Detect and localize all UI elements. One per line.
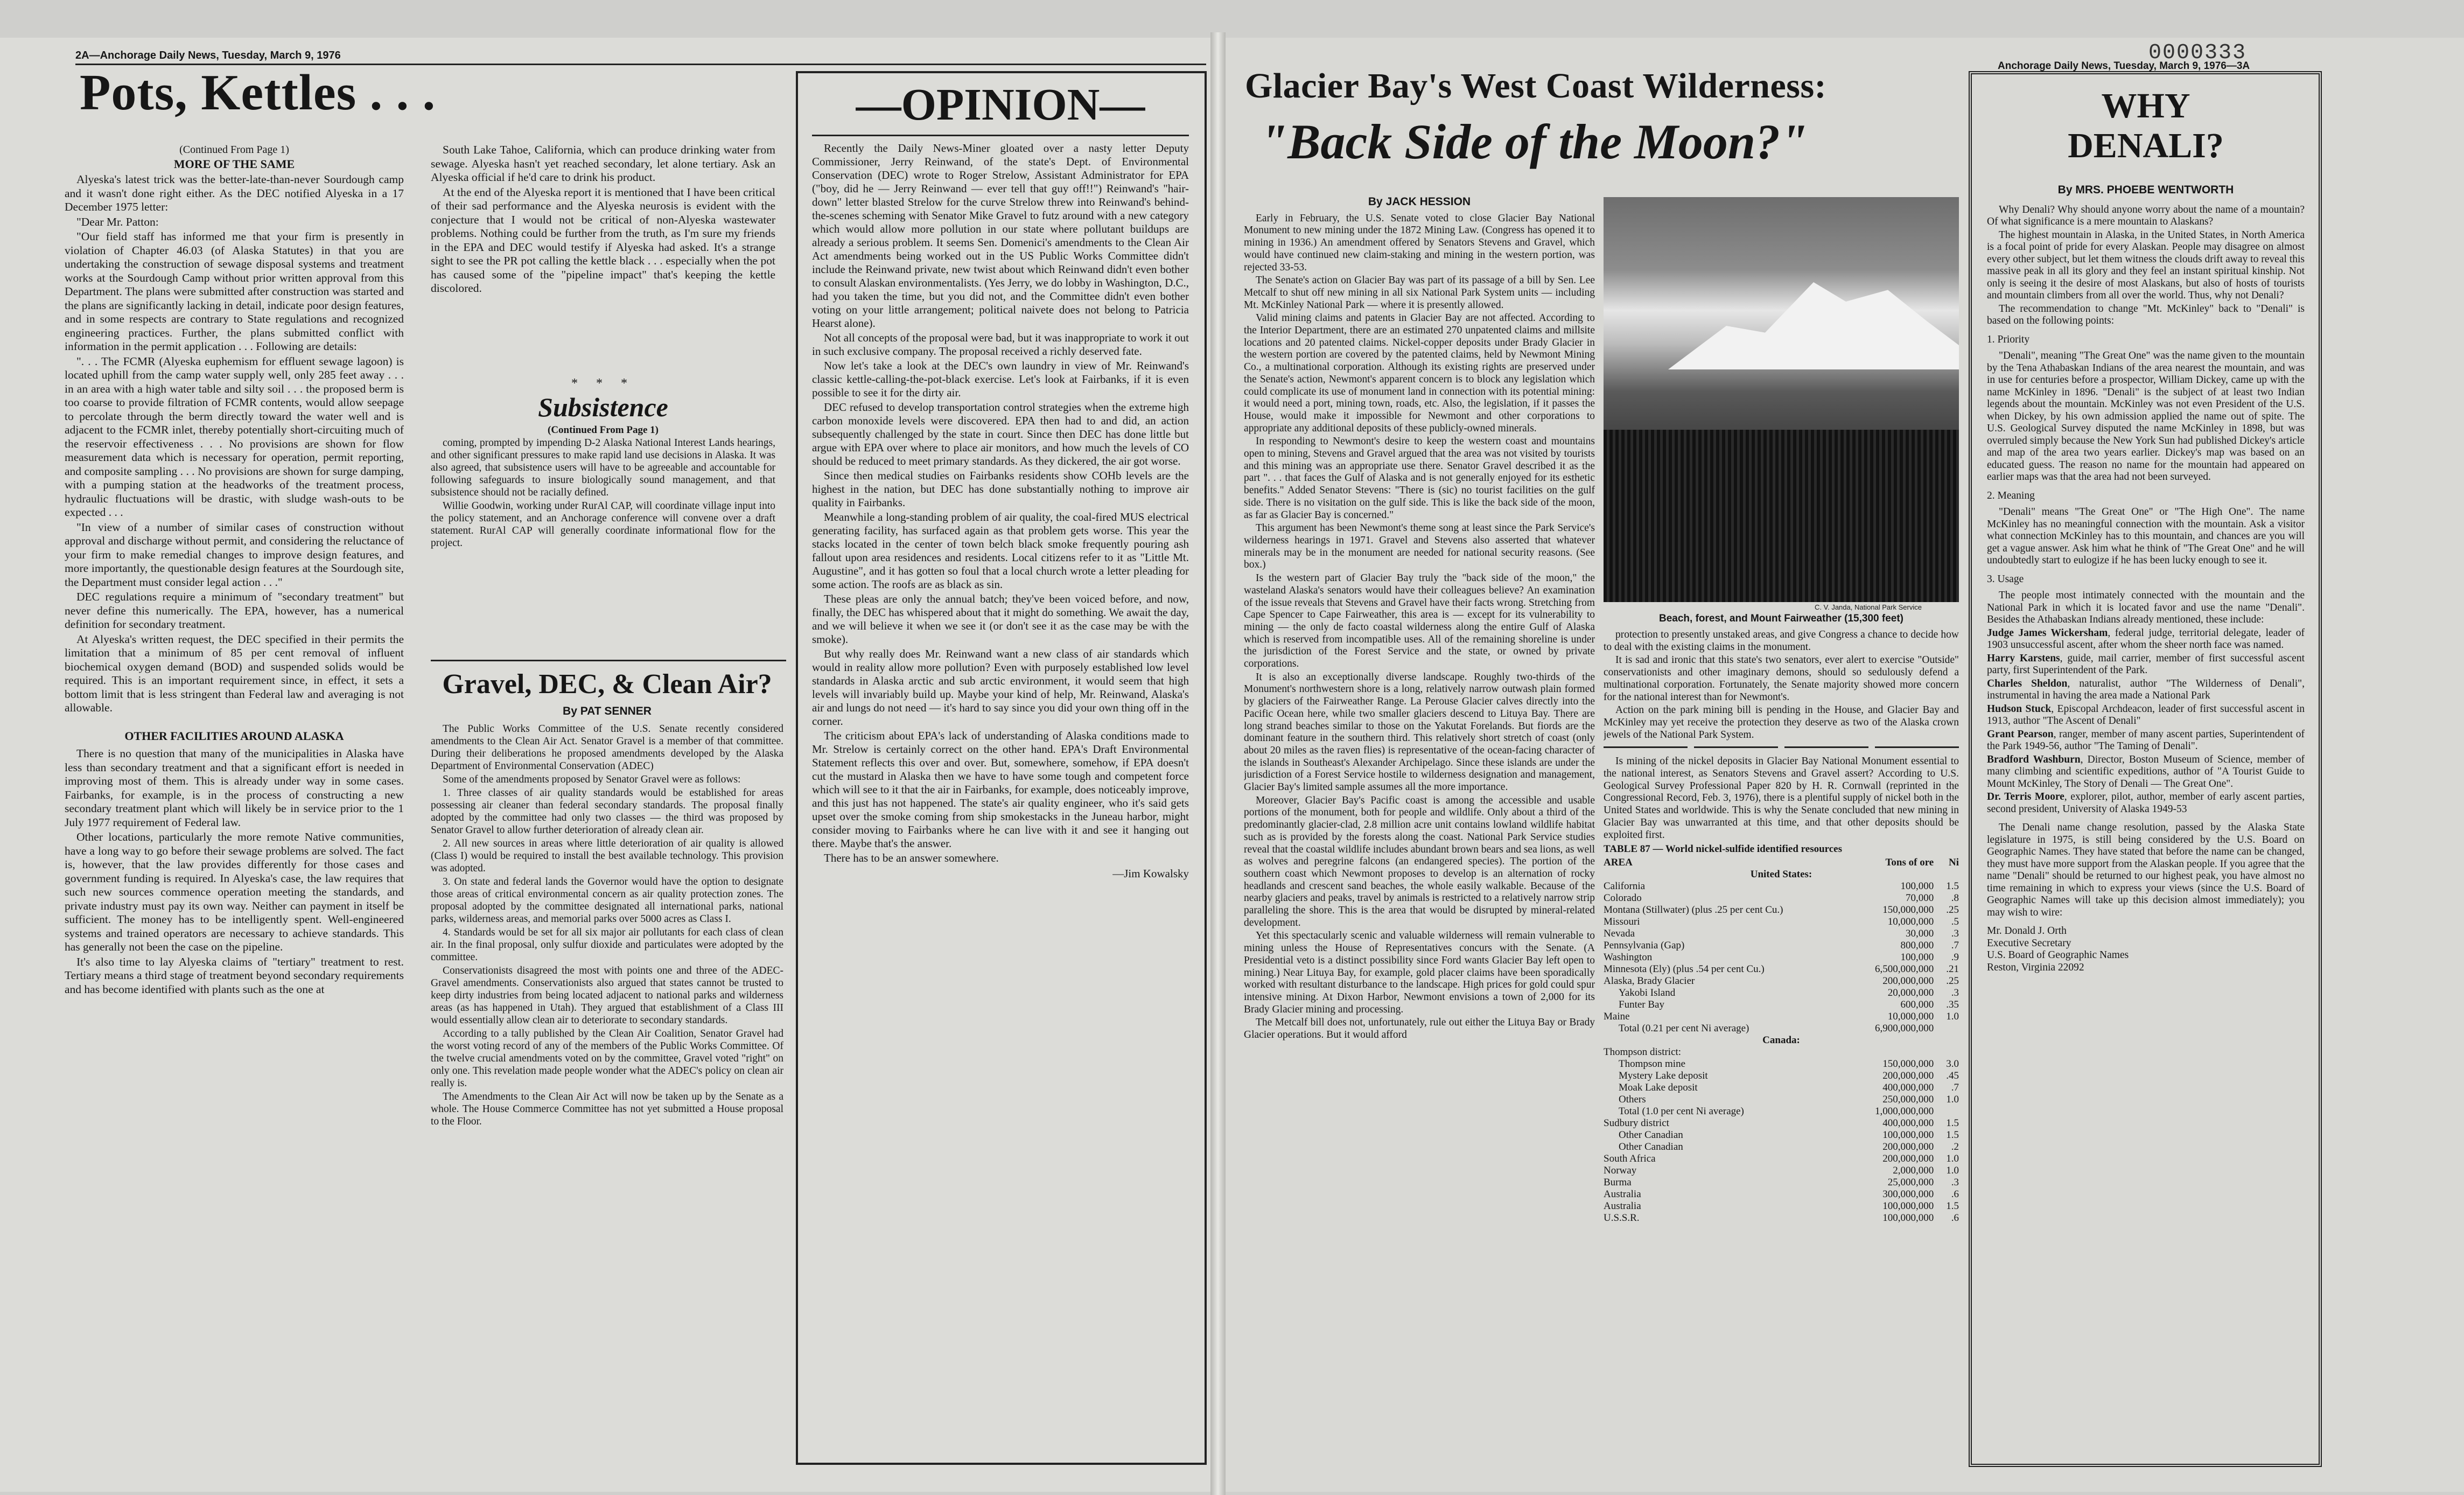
gravel-paragraph: The Amendments to the Clean Air Act will now be taken up by the Senate as a whole. The House Commerce Committee has not yet submitted a House proposal to the Floor. <box>431 1091 783 1127</box>
opinion-paragraph: But why really does Mr. Reinwand want a new class of air standards which would in reality allow more pollution? Even with purposely established low level standards in Alaska arctic and sub arctic environment, it would seem that high levels will invariably build up. Maybe your kind of help, Mr. Reinwand, Alaska's air and lungs do not need — it's hard to say since you did your own thing off in the corner. <box>812 647 1189 728</box>
glacier-paragraph: Moreover, Glacier Bay's Pacific coast is among the accessible and usable portions of the monument, both for people and wildlife. Only about a third of the predominantly glacier-clad, 2.8 million acre unit contains lowland wildlife habitat such as is provided by the forests along the coast. National Park Service studies reveal that the coastal wildlife includes abundant brown bears and sea lions, as well as wolves and peregrine falcons (an endangered species). The portion of the southern coast which Newmont proposes to develop is an alternation of rocky headlands and crescent sand beaches, the whole easily walkable. Because of the nearby glaciers and peaks, travel by animals is restricted to a relatively narrow strip paralleling the shore. This is the area that would be disrupted by mineral-related development. <box>1244 794 1595 928</box>
table-cell-area: Norway <box>1604 1164 1637 1176</box>
table-cell-ni: 3.0 <box>1946 1058 1959 1070</box>
table-row <box>1604 999 1959 1011</box>
person-name: Hudson Stuck <box>1987 703 2052 715</box>
section-priority: 1. Priority <box>1987 333 2030 345</box>
table-row <box>1604 1129 1959 1141</box>
pots-paragraph: South Lake Tahoe, California, which can produce drinking water from sewage. Alyeska hasn't yet reached secondary, let alone tertiary. Ask an Alyeska official if he'd care to drink his product. <box>431 143 775 184</box>
table-cell-ni: .3 <box>1951 987 1959 998</box>
subsistence-paragraph: Willie Goodwin, working under RurAl CAP, will coordinate village input into the policy statement, and an Anchorage conference will convene over a draft statement. RurAl CAP will generally coordinate informational flow for the project. <box>431 500 775 549</box>
table-cell-area: Total (1.0 per cent Ni average) <box>1619 1105 1744 1117</box>
address-line: Executive Secretary <box>1987 937 2071 949</box>
opinion-paragraph: Not all concepts of the proposal were bad, but it was inappropriate to work it out in such exclusive company. The proposal received a richly deserved fate. <box>812 331 1189 358</box>
table-cell-tons: 10,000,000 <box>1887 916 1934 927</box>
table-cell-ni: .8 <box>1951 892 1959 904</box>
gravel-byline: By PAT SENNER <box>563 705 652 717</box>
table-row <box>1604 1153 1959 1165</box>
table-cell-tons: 100,000 <box>1900 951 1934 963</box>
table-cell-ni: .2 <box>1951 1141 1959 1152</box>
table-cell-ni: .25 <box>1946 975 1959 987</box>
glacier-column-2 <box>1604 629 1959 1469</box>
opinion-signature: —Jim Kowalsky <box>1112 867 1189 880</box>
table-header-ni: Ni <box>1949 856 1959 868</box>
address-line: U.S. Board of Geographic Names <box>1987 949 2129 961</box>
pots-continued: (Continued From Page 1) <box>179 144 289 156</box>
glacier-paragraph: Valid mining claims and patents in Glacier Bay are not affected. According to the Interior Department, there are an estimated 270 unpatented claims and millsite locations and 20 patented claims. Nickel-copper deposits under Brady Glacier in the western portion are covered by the patented claims, held by Newmont Mining Co., a multinational corporation. Although its existing rights are preserved under the Senate's action, Newmont's apparent concern is to block any legislation which could complicate its use of monument land in connection with its potential mining: it would need a port, mining town, roads, etc. Also, the legislation, if it passes the House, would make it impossible for Newmont and other corporations to appropriate any additional deposits of these publicly-owned minerals. <box>1244 312 1595 434</box>
table-row <box>1604 1046 1959 1058</box>
table-cell-area: Colorado <box>1604 892 1642 904</box>
denali-paragraph: Why Denali? Why should anyone worry about the name of a mountain? Of what significance is a mere mountain to Alaskans? <box>1987 204 2305 227</box>
table-row <box>1604 928 1959 940</box>
pots-paragraph: Other locations, particularly the more remote Native communities, have a long way to go before their sewage problems are solved. The fact is, however, that the law provides differently for those cases and government funding is required. In Alyeska's case, the law requires that such new sources commence operation meeting the standards, and private industry must pay its own way. Neither can payment in itself be sufficient. The money has to be intelligently spent. Well-engineered systems and trained operators are necessary to achieve standards. This has generally not been the case on the pipeline. <box>65 830 404 953</box>
table-cell-area: Mystery Lake deposit <box>1619 1070 1708 1081</box>
table-cell-tons: 25,000,000 <box>1887 1176 1934 1188</box>
subsistence-title: Subsistence <box>538 392 668 422</box>
table-cell-tons: 600,000 <box>1900 998 1934 1010</box>
table-cell-tons: 100,000,000 <box>1882 1129 1934 1141</box>
table-cell-area: United States: <box>1750 868 1812 880</box>
address-block <box>1987 925 2305 974</box>
table-row <box>1604 940 1959 952</box>
photo-mountain-shape <box>1668 273 1959 369</box>
table-cell-tons: 10,000,000 <box>1887 1010 1934 1022</box>
address-line: Mr. Donald J. Orth <box>1987 925 2067 937</box>
pots-paragraph: At Alyeska's written request, the DEC specified in their permits the limitation that a minimum of 85 per cent removal of influent biochemical oxygen demand (BOD) and suspended solids would be required. This is an important requirement since, in effect, it sets a bottom limit that is less stringent than Federal law and averaging is not allowable. <box>65 632 404 714</box>
gravel-paragraph: The Public Works Committee of the U.S. Senate recently considered amendments to the Clean Air Act. Senator Gravel is a member of that committee. During their deliberations he proposed amendments developed by the Alaska Department of Environmental Conservation (ADEC) <box>431 723 783 772</box>
table-row <box>1604 1035 1959 1046</box>
table-row <box>1604 881 1959 892</box>
gravel-body <box>431 723 783 1128</box>
table-cell-ni: 1.5 <box>1946 1200 1959 1212</box>
table-row <box>1604 1165 1959 1177</box>
table-cell-ni: 1.0 <box>1946 1152 1959 1164</box>
table-cell-tons: 150,000,000 <box>1882 904 1934 916</box>
table-cell-ni: .6 <box>1951 1212 1959 1224</box>
table-cell-tons: 200,000,000 <box>1882 1141 1934 1152</box>
table-cell-area: Montana (Stillwater) (plus .25 per cent Cu.) <box>1604 904 1783 916</box>
table-cell-tons: 100,000,000 <box>1882 1200 1934 1212</box>
glacier-paragraph: It is sad and ironic that this state's two senators, ever alert to exercise "Outside" conservationists and other imaginary demons, should so sedulously defend a multinational corporation. Fortunately, the Senate majority showed more concern for the national interest than for Newmont's. <box>1604 654 1959 703</box>
denali-paragraph: The recommendation to change "Mt. McKinley" back to "Denali" is based on the following points: <box>1987 303 2305 326</box>
denali-paragraph: The highest mountain in Alaska, in the United States, in North America is a focal point of pride for every Alaskan. People may disagree on almost every other subject, but let them witness the clouds drift away to reveal this massive peak in all its glory and they feel an instant spiritual kinship. Not only is seeing it the desire of most Alaskans, but also of hosts of tourists and mountain climbers from all over the world. Thus, why not Denali? <box>1987 229 2305 301</box>
gravel-paragraph: Some of the amendments proposed by Senator Gravel were as follows: <box>443 773 741 785</box>
table-row <box>1604 1189 1959 1200</box>
gravel-paragraph: 2. All new sources in areas where little deterioration of air quality is allowed (Class I) would be required to install the best available technology. This provision was adopted. <box>431 837 783 874</box>
table-cell-ni: .45 <box>1946 1070 1959 1081</box>
table-cell-tons: 800,000 <box>1900 939 1934 951</box>
table-row <box>1604 916 1959 928</box>
table-cell-ni: .9 <box>1951 951 1959 963</box>
table-title: TABLE 87 — World nickel-sulfide identified resources <box>1604 843 1843 855</box>
table-cell-area: Funter Bay <box>1619 998 1664 1010</box>
table-cell-tons <box>1852 1046 1934 1058</box>
glacier-paragraph: This argument has been Newmont's theme song at least since the Park Service's wilderness hearings in 1971. Gravel and Stevens also asserted that whatever minerals may be in the monument are needed for national security reasons. (See box.) <box>1244 522 1595 571</box>
table-cell-area: Alaska, Brady Glacier <box>1604 975 1695 987</box>
glacier-paragraph: Action on the park mining bill is pending in the House, and Glacier Bay and McKinley may yet receive the protection they deserve as two of the Alaska crown jewels of the National Park System. <box>1604 704 1959 740</box>
usage-person: Hudson Stuck, Episcopal Archdeacon, leader of first successful ascent in 1913, author "The Ascent of Denali" <box>1987 703 2305 726</box>
opinion-paragraph: Since then medical studies on Fairbanks residents show COHb levels are the highest in the nation, but DEC has done substantially nothing to improve air quality in Fairbanks. <box>812 469 1189 509</box>
opinion-paragraph: There has to be an answer somewhere. <box>824 851 999 864</box>
table-header-tons: Tons of ore <box>1885 856 1934 868</box>
denali-title: WHY DENALI? <box>2068 86 2224 165</box>
nickel-table <box>1604 857 1959 1224</box>
table-cell-area: Washington <box>1604 951 1653 963</box>
table-cell-tons: 400,000,000 <box>1882 1117 1934 1129</box>
table-cell-tons: 20,000,000 <box>1887 987 1934 998</box>
person-name: Bradford Washburn <box>1987 753 2081 765</box>
table-row <box>1604 952 1959 963</box>
usage-person: Bradford Washburn, Director, Boston Museum of Science, member of many climbing and scientific expeditions, author of "A Tourist Guide to Mount McKinley, The Story of Denali — The Great One". <box>1987 753 2305 790</box>
priority-body: "Denali", meaning "The Great One" was the name given to the mountain by the Tena Athabaskan Indians of the area nearest the mountain, and was in use for centuries before a prospector, William Dickey, came up with the name McKinley in 1896. "Denali" is the subject of at least two Indian legends about the mountain. McKinley was not even President of the U.S. when Dickey, by his own admission applied the name out of spite. The U.S. Geological Survey disputed the name McKinley in 1898, but was overruled simply because the New York Sun had published Dickey's article and map of the area two years earlier. Dickey's map was based on an educated guess. The reason no name for the mountain had appeared on earlier maps was that the area had not been surveyed. <box>1987 350 2305 483</box>
glacier-paragraph: The Senate's action on Glacier Bay was part of its passage of a bill by Sen. Lee Metcalf to shut off new mining in all six National Park System units — including Mt. McKinley National Park — where it is presently allowed. <box>1244 275 1595 311</box>
table-cell-area: Sudbury district <box>1604 1117 1669 1129</box>
person-name: Grant Pearson <box>1987 728 2054 740</box>
table-row <box>1604 1212 1959 1224</box>
photo-forest-shape <box>1604 430 1959 602</box>
denali-people-list <box>1987 627 2305 816</box>
table-cell-area: Australia <box>1604 1200 1641 1212</box>
table-cell-tons: 400,000,000 <box>1882 1081 1934 1093</box>
box-divider <box>1604 746 1959 748</box>
gravel-title: Gravel, DEC, & Clean Air? <box>442 669 772 700</box>
usage-person: Judge James Wickersham, federal judge, territorial delegate, leader of 1903 unsuccessful ascent, after whom the sheer north face was named. <box>1987 627 2305 651</box>
glacier-title: "Back Side of the Moon?" <box>1260 114 1808 169</box>
pots-paragraph: "Our field staff has informed me that your firm is presently in violation of Chapter 46.03 (of Alaska Statutes) in that you are undertaking the construction of sewage disposal systems and treatment works at the Sourdough Camp without prior written approval from this Department. The plans were submitted after construction was started and the plans are significantly lacking in detail, indicate poor design features, and in some respects are contrary to State regulations and recognized engineering practices. Further, the plans submitted conflict with information in the permit application . . . Following are details: <box>65 230 404 353</box>
table-cell-area: Missouri <box>1604 916 1640 927</box>
usage-person: Harry Karstens, guide, mail carrier, member of first successful ascent party, first Superintendent of the Park. <box>1987 652 2305 676</box>
meaning-body: "Denali" means "The Great One" or "The High One". The name McKinley has no meaningful connection with the mountain. Ask a visitor what connection McKinley has to this mountain, and chances are you will get a vague answer. Ask him what he think of "The Great One" and he will undoubtedly start to eulogize if he has been lucky enough to see it. <box>1987 506 2305 566</box>
denali-intro <box>1987 204 2305 327</box>
table-cell-ni: .35 <box>1946 998 1959 1010</box>
pots-col1b-body <box>65 747 404 996</box>
pots-paragraph: "Dear Mr. Patton: <box>76 215 159 228</box>
pots-paragraph: There is no question that many of the municipalities in Alaska have less than secondary treatment and that a significant effort is needed in improving most of them. This is already under way in some cases. Fairbanks, for example, is in the process of constructing a new secondary treatment plant which will likely be in service prior to the 1 July 1977 requirement of Federal law. <box>65 747 404 829</box>
person-name: Dr. Terris Moore <box>1987 791 2064 802</box>
table-cell-area: Yakobi Island <box>1619 987 1676 998</box>
pots-paragraph: Alyeska's latest trick was the better-late-than-never Sourdough camp and it wasn't done right either. As the DEC notified Alyeska in a 17 December 1975 letter: <box>65 173 404 213</box>
table-row <box>1604 1094 1959 1106</box>
subsistence-body <box>431 437 775 549</box>
subsistence-paragraph: coming, prompted by impending D-2 Alaska National Interest Lands hearings, and other significant pressures to make rapid land use decisions in Alaska. It was also agreed, that subsistence users will have to be agreeable and accountable for following safeguards to insure biologically sound management, and that subsistence should not be racially defined. <box>431 437 775 498</box>
address-line: Reston, Virginia 22092 <box>1987 961 2084 973</box>
table-cell-ni: 1.5 <box>1946 1117 1959 1129</box>
gravel-paragraph: According to a tally published by the Clean Air Coalition, Senator Gravel had the worst voting record of any of the members of the Public Works Committee. Of the twelve crucial amendments voted on by the committee, Gravel voted "right" on only one. This revelation made people wonder what the ADEC's policy on clean air really is. <box>431 1028 783 1089</box>
person-name: Harry Karstens <box>1987 652 2060 664</box>
glacier-col1-body <box>1244 213 1595 1042</box>
table-cell-area: Other Canadian <box>1619 1141 1683 1152</box>
pots-col1-body <box>65 173 404 715</box>
pots-subhead-2: OTHER FACILITIES AROUND ALASKA <box>124 729 344 743</box>
gravel-paragraph: 3. On state and federal lands the Governor would have the option to designate those areas of critical environmental concern as air quality protection zones. The proposal adopted by the committee designated all international parks, national parks, wilderness areas, and memorial parks over 5000 acres as Class I. <box>431 876 783 925</box>
table-cell-tons: 6,900,000,000 <box>1874 1022 1934 1034</box>
table-row <box>1604 963 1959 975</box>
table-cell-tons: 150,000,000 <box>1882 1058 1934 1070</box>
table-row <box>1604 1058 1959 1070</box>
table-cell-ni: .25 <box>1946 904 1959 916</box>
table-cell-tons: 250,000,000 <box>1882 1093 1934 1105</box>
table-cell-ni <box>1934 1106 1959 1117</box>
table-row <box>1604 1177 1959 1189</box>
table-cell-area: Minnesota (Ely) (plus .54 per cent Cu.) <box>1604 963 1765 975</box>
glacier-col2-body <box>1604 629 1959 741</box>
table-row <box>1604 869 1959 881</box>
glacier-column-1 <box>1244 194 1595 1470</box>
table-cell-tons: 30,000 <box>1905 927 1934 939</box>
pots-subhead: MORE OF THE SAME <box>173 157 295 171</box>
table-cell-ni: 1.0 <box>1946 1010 1959 1022</box>
opinion-paragraph: Meanwhile a long-standing problem of air quality, the coal-fired MUS electrical generating facility, has surfaced again as that problem gets worse. This year the stacks located in the center of town belch black smoke frequently pouring ash fallout upon area residences and residents. Local citizens refer to it as "Little Mt. Augustine", and it has gotten so foul that a local church wrote a letter pleading for some action. The roofs are as black as sin. <box>812 511 1189 591</box>
section-meaning: 2. Meaning <box>1987 490 2035 501</box>
table-row <box>1604 1106 1959 1117</box>
box-intro: Is mining of the nickel deposits in Glacier Bay National Monument essential to the national interest, as Senators Stevens and Gravel assert? According to U.S. Geological Survey Professional Paper 820 by H. R. Cornwall (reprinted in the Congressional Record, Feb. 3, 1976), there is a plentiful supply of nickel both in the United States and worldwide. This is why the Senate concluded that new mining in Glacier Bay was unwarranted at this time, and that other deposits should be exploited first. <box>1604 756 1959 841</box>
table-row <box>1604 904 1959 916</box>
table-row <box>1604 1117 1959 1129</box>
pots-paragraph: ". . . The FCMR (Alyeska euphemism for effluent sewage lagoon) is located uphill from the camp water supply well, only 285 feet away . . . in an area with a high water table and silty soil . . . the proposed berm is too coarse to provide filtration of FCMR contents, would allow seepage to percolate through the berm directly toward the water well and is adjacent to the FCMR inlet, thereby potentially short-circuiting much of the reservoir effectiveness . . . No provisions are shown for flow measurement data which is necessary for operation, permit reporting, and composite sampling . . . No provisions are shown for surge damping, with a pumping station at the headworks of the treatment process, hydraulic fluctuations will be drastic, with sludge wash-outs to be expected . . . <box>65 354 404 519</box>
table-cell-area: Others <box>1619 1093 1646 1105</box>
table-cell-tons: 300,000,000 <box>1882 1188 1934 1200</box>
table-cell-ni: .3 <box>1951 1176 1959 1188</box>
page-gutter <box>1210 32 1226 1495</box>
table-cell-tons: 1,000,000,000 <box>1874 1105 1934 1117</box>
person-name: Charles Sheldon <box>1987 677 2068 689</box>
table-row <box>1604 1011 1959 1023</box>
glacier-kicker: Glacier Bay's West Coast Wilderness: <box>1245 66 1827 106</box>
glacier-paragraph: It is also an exceptionally diverse landscape. Roughly two-thirds of the Monument's northwestern shore is a long, relatively narrow outwash plain formed by glaciers of the Fairweather Range. La Perouse Glacier calves directly into the Pacific Ocean here, while two smaller glaciers descend to Lituya Bay. There are long strand beaches similar to those on the Yakutat Forelands. But fiords are the dominant feature in the southern third. This relatively short stretch of coast (only about 20 miles as the raven flies) is representative of the ocean-facing character of the islands in Southeast's Alexander Archipelago. Since these islands are under the jurisdiction of a Forest Service hostile to wilderness designation and management, Glacier Bay's limited sample assumes all the more importance. <box>1244 671 1595 793</box>
table-row <box>1604 1200 1959 1212</box>
table-row <box>1604 987 1959 999</box>
pots-paragraph: At the end of the Alyeska report it is mentioned that I have been critical of their sad performance and the Alyeska neurosis is evident with the conjecture that I would not be critical of non-Alyeska wastewater problems. Nothing could be further from the truth, as I'm sure my friends in the EPA and DEC would testify if Alyeska had asked. It's a strange sight to see the PR pot calling the kettle black . . . especially when the pot has caused some of the "pipeline impact" that's keeping the kettle discolored. <box>431 185 775 295</box>
gravel-paragraph: 4. Standards would be set for all six major air pollutants for each class of clean air. In the final proposal, only sulfur dioxide and particulates were adopted by the committee. <box>431 926 783 963</box>
pots-title: Pots, Kettles . . . <box>80 65 436 121</box>
usage-body: The people most intimately connected with the mountain and the National Park in which it is located favor and use the name "Denali". Besides the Athabaskan Indians already mentioned, these include: <box>1987 590 2305 625</box>
gravel-paragraph: Conservationists disagreed the most with points one and three of the ADEC-Gravel amendments. Conservationists also argued that states cannot be trusted to keep dirty industries from being located adjacent to national parks and wilderness areas (as has happened in Utah). They argued that establishment of a Class III would essentially allow clean air to deteriorate to secondary standards. <box>431 965 783 1026</box>
glacier-paragraph: The Metcalf bill does not, unfortunately, rule out either the Lituya Bay or Brady Glacier operations. But it would afford <box>1244 1017 1595 1041</box>
table-cell-area: Moak Lake deposit <box>1619 1081 1698 1093</box>
table-cell-area: U.S.S.R. <box>1604 1212 1640 1224</box>
opinion-title: —OPINION— <box>856 80 1145 130</box>
subsistence-article <box>431 377 775 657</box>
table-cell-ni: .7 <box>1951 939 1959 951</box>
opinion-body <box>812 142 1189 865</box>
table-header-area: AREA <box>1604 856 1633 868</box>
table-cell-ni <box>1934 1023 1959 1035</box>
usage-person: Charles Sheldon, naturalist, author "The Wilderness of Denali", instrumental in having the area made a National Park <box>1987 677 2305 701</box>
table-row <box>1604 1082 1959 1094</box>
table-cell-tons: 200,000,000 <box>1882 1070 1934 1081</box>
table-cell-area: Thompson district: <box>1604 1046 1682 1058</box>
gravel-article <box>431 667 783 1469</box>
table-cell-area: Australia <box>1604 1188 1641 1200</box>
subsistence-continued: (Continued From Page 1) <box>548 424 659 436</box>
table-cell-ni: .5 <box>1951 916 1959 927</box>
mount-fairweather-photo <box>1604 197 1959 602</box>
opinion-title-rule <box>812 135 1189 136</box>
table-cell-ni: 1.0 <box>1946 1164 1959 1176</box>
gravel-paragraph: 1. Three classes of air quality standards would be established for areas possessing air cleaner than federal secondary standards. The proposal finally adopted by the committee had only two classes — the third was proposed by Senator Gravel to allow further deterioration of already clean air. <box>431 787 783 836</box>
opinion-article <box>812 75 1189 1454</box>
table-cell-ni: 1.5 <box>1946 1129 1959 1141</box>
denali-article <box>1987 86 2305 1449</box>
pots-col2-body <box>431 143 775 296</box>
table-cell-area: Burma <box>1604 1176 1632 1188</box>
table-row <box>1604 1141 1959 1153</box>
table-cell-area: South Africa <box>1604 1152 1656 1164</box>
table-cell-area: Other Canadian <box>1619 1129 1683 1141</box>
table-cell-area: Total (0.21 per cent Ni average) <box>1619 1022 1749 1034</box>
gravel-top-rule <box>431 660 786 661</box>
table-row <box>1604 1023 1959 1035</box>
table-cell-area: Canada: <box>1762 1034 1800 1046</box>
table-cell-ni: .21 <box>1946 963 1959 975</box>
table-cell-tons: 70,000 <box>1905 892 1934 904</box>
archive-stamp: 0000333 <box>2148 41 2247 65</box>
table-cell-ni: .7 <box>1951 1081 1959 1093</box>
denali-byline: By MRS. PHOEBE WENTWORTH <box>2057 184 2234 196</box>
table-cell-ni: 1.5 <box>1946 880 1959 892</box>
table-row <box>1604 892 1959 904</box>
section-usage: 3. Usage <box>1987 573 2024 585</box>
subsistence-stars: * * * <box>571 377 635 390</box>
table-cell-ni: .3 <box>1951 927 1959 939</box>
table-cell-tons: 200,000,000 <box>1882 975 1934 987</box>
table-cell-area: Pennsylvania (Gap) <box>1604 939 1685 951</box>
pots-paragraph: It's also time to lay Alyeska claims of "tertiary" treatment to rest. Tertiary means a third stage of treatment beyond secondary requirements and has become identified with plants such as the one at <box>65 955 404 996</box>
table-body <box>1604 869 1959 1224</box>
table-cell-area: Nevada <box>1604 927 1635 939</box>
glacier-paragraph: protection to presently unstaked areas, and give Congress a chance to decide how to deal with the existing claims in the monument. <box>1604 629 1959 653</box>
table-cell-area: Thompson mine <box>1619 1058 1686 1070</box>
pots-paragraph: "In view of a number of similar cases of construction without approval and discharge without permit, and considering the reluctance of your firm to make remedial changes to improve design features, and more importantly, the questionable design features at the Sourdough site, the Department must consider legal action . . ." <box>65 520 404 589</box>
table-cell-area: Maine <box>1604 1010 1630 1022</box>
glacier-paragraph: In responding to Newmont's desire to keep the western coast and mountains open to mining, Stevens and Gravel argued that the area was not visited by tourists and this mining was an appropriate use there. Senator Gravel described it as the part ". . . that faces the Gulf of Alaska and is not generally enjoyed for its esthetic benefits." Added Senator Stevens: "There is (sic) no tourist facilities on the gulf side. There is no visitation on the gulf side. This is like the back side of the moon, as far as Glacier Bay is concerned." <box>1244 436 1595 521</box>
table-cell-tons: 100,000,000 <box>1882 1212 1934 1224</box>
table-header-row <box>1604 857 1959 869</box>
photo-caption: Beach, forest, and Mount Fairweather (15,300 feet) <box>1658 613 1903 624</box>
glacier-paragraph: Early in February, the U.S. Senate voted to close Glacier Bay National Monument to new mining under the 1872 Mining Law. (Congress has opened it to mining in 1936.) An amendment offered by Senators Stevens and Gravel, which would have continued new claim-staking and mining in the western portion, was rejected 33-53. <box>1244 212 1595 273</box>
pots-paragraph: DEC regulations require a minimum of "secondary treatment" but never define this numerically. The EPA, however, has a numerical definition for secondary treatment. <box>65 590 404 631</box>
resolution-body: The Denali name change resolution, passed by the Alaska State legislature in 1975, is still being considered by the U.S. Board on Geographic Names. They have stated that before the name can be changed, they must have more support from the Alaskan people. If you agree that the name "Denali" should be returned to our highest peak, you have almost no time remaining in which to express your views (since the U.S. Board of Geographic Names will take up this decision almost immediately); you may wish to wire: <box>1987 822 2305 918</box>
opinion-paragraph: Now let's take a look at the DEC's own laundry in view of Mr. Reinwand's classic kettle-calling-the-pot-black exercise. Let's look at Fairbanks, if it is even possible to see it for the dirty air. <box>812 359 1189 399</box>
table-cell-ni <box>1934 1046 1959 1058</box>
table-cell-tons: 200,000,000 <box>1882 1152 1934 1164</box>
table-cell-area: California <box>1604 880 1646 892</box>
opinion-paragraph: DEC refused to develop transportation control strategies when the extreme high carbon monoxide levels were discovered. EPA then had to and did, an action subsequently challenged by the state in court. Since then DEC has done little but argue with EPA over where to place air monitors, and how much the levels of CO should be reduced to meet primary standards. As they dickered, the air got worse. <box>812 401 1189 467</box>
pots-column-2 <box>431 143 775 380</box>
table-cell-tons: 6,500,000,000 <box>1874 963 1934 975</box>
table-cell-tons: 2,000,000 <box>1893 1164 1934 1176</box>
table-cell-tons: 100,000 <box>1900 880 1934 892</box>
opinion-paragraph: The criticism about EPA's lack of understanding of Alaska conditions made to Mr. Strelow is certainly correct on the other hand. EPA's Draft Environmental Statement reflects this over and over. But, somewhere, somehow, if EPA doesn't cut the mustard in Alaska then we have to have some tough and competent force which will see to it that the air in Fairbanks, for example, does noticeably improve, and this just has not happened. The state's air quality engineer, who it's said gets upset over the smoke coming from ship smokestacks in the Juneau harbor, might consider moving to Fairbanks where he can live with it and see it hanging out there. Maybe that's the answer. <box>812 729 1189 850</box>
glacier-paragraph: Yet this spectacularly scenic and valuable wilderness will remain vulnerable to mining unless the House of Representatives concurs with the Senate. (A Presidential veto is a distinct possibility since Ford wants Glacier Bay left open to mining.) Near Lituya Bay, for example, gold placer claims have been sporadically worked with resultant disturbance to the landscape. High prices for gold could spur intensive mining. At Dixon Harbor, Newmont envisions a town of 2,000 for its Brady Glacier mining and processing. <box>1244 930 1595 1015</box>
usage-person: Grant Pearson, ranger, member of many ascent parties, Superintendent of the Park 1949-56, author "The Taming of Denali". <box>1987 728 2305 752</box>
table-row <box>1604 1070 1959 1082</box>
right-folio: Anchorage Daily News, Tuesday, March 9, 1976—3A <box>1998 60 2250 72</box>
table-cell-ni: 1.0 <box>1946 1093 1959 1105</box>
glacier-byline: By JACK HESSION <box>1368 195 1471 208</box>
table-cell-ni: .6 <box>1951 1188 1959 1200</box>
left-folio: 2A—Anchorage Daily News, Tuesday, March 9, 1976 <box>75 50 341 61</box>
usage-person: Dr. Terris Moore, explorer, pilot, author, member of early ascent parties, second president, University of Alaska 1949-53 <box>1987 791 2305 815</box>
glacier-paragraph: Is the western part of Glacier Bay truly the "back side of the moon," the wasteland Alaska's senators would have their colleagues believe? An examination of the issue reveals that Stevens and Gravel have their facts wrong. Stretching from Cape Spencer to Cape Fairweather, this area is — except for its vulnerability to mining — the only de facto coastal wilderness along the entire Gulf of Alaska which is reserved from incompatible uses. All of the remaining shoreline is under the jurisdiction of the Forest Service and the state, or owned by private corporations. <box>1244 572 1595 670</box>
opinion-paragraph: Recently the Daily News-Miner gloated over a nasty letter Deputy Commissioner, Jerry Reinwand, of the state's Dept. of Environmental Conservation (DEC) wrote to Roger Strelow, Assistant Administrator for EPA ("boy, did he — Jerry Reinwand — ever tell that guy off!!") Reinwand's "hair-down" letter blasted Strelow for the curve Strelow threw into Reinwand's behind-the-scenes scheming with Senator Mike Gravel to futz around with a new category which would allow more pollution in our state where pollutant buildups are already a serious problem. It seems Sen. Domenici's amendments to the Clean Air Act amendments being worked out in the US Public Works Committee didn't include the Reinwand private, new twist about which Reinwand didn't even bother to consult Alaskan environmentalists. (Yes Jerry, we do lobby in Washington, D.C., had you taken the time, but you did not, and the Committee didn't even bother voting on your little arrangement; political naivete does not belong to Patricia Hearst alone). <box>812 142 1189 330</box>
person-name: Judge James Wickersham <box>1987 627 2108 639</box>
opinion-paragraph: These pleas are only the annual batch; they've been voiced before, and now, finally, the DEC has whispered about that it might do something. We await the day, and we will believe it when we see it (or don't see it as the case may be with the smoke). <box>812 592 1189 646</box>
table-row <box>1604 975 1959 987</box>
pots-column-1 <box>65 143 404 1026</box>
photo-credit: C. V. Janda, National Park Service <box>1815 603 1922 611</box>
